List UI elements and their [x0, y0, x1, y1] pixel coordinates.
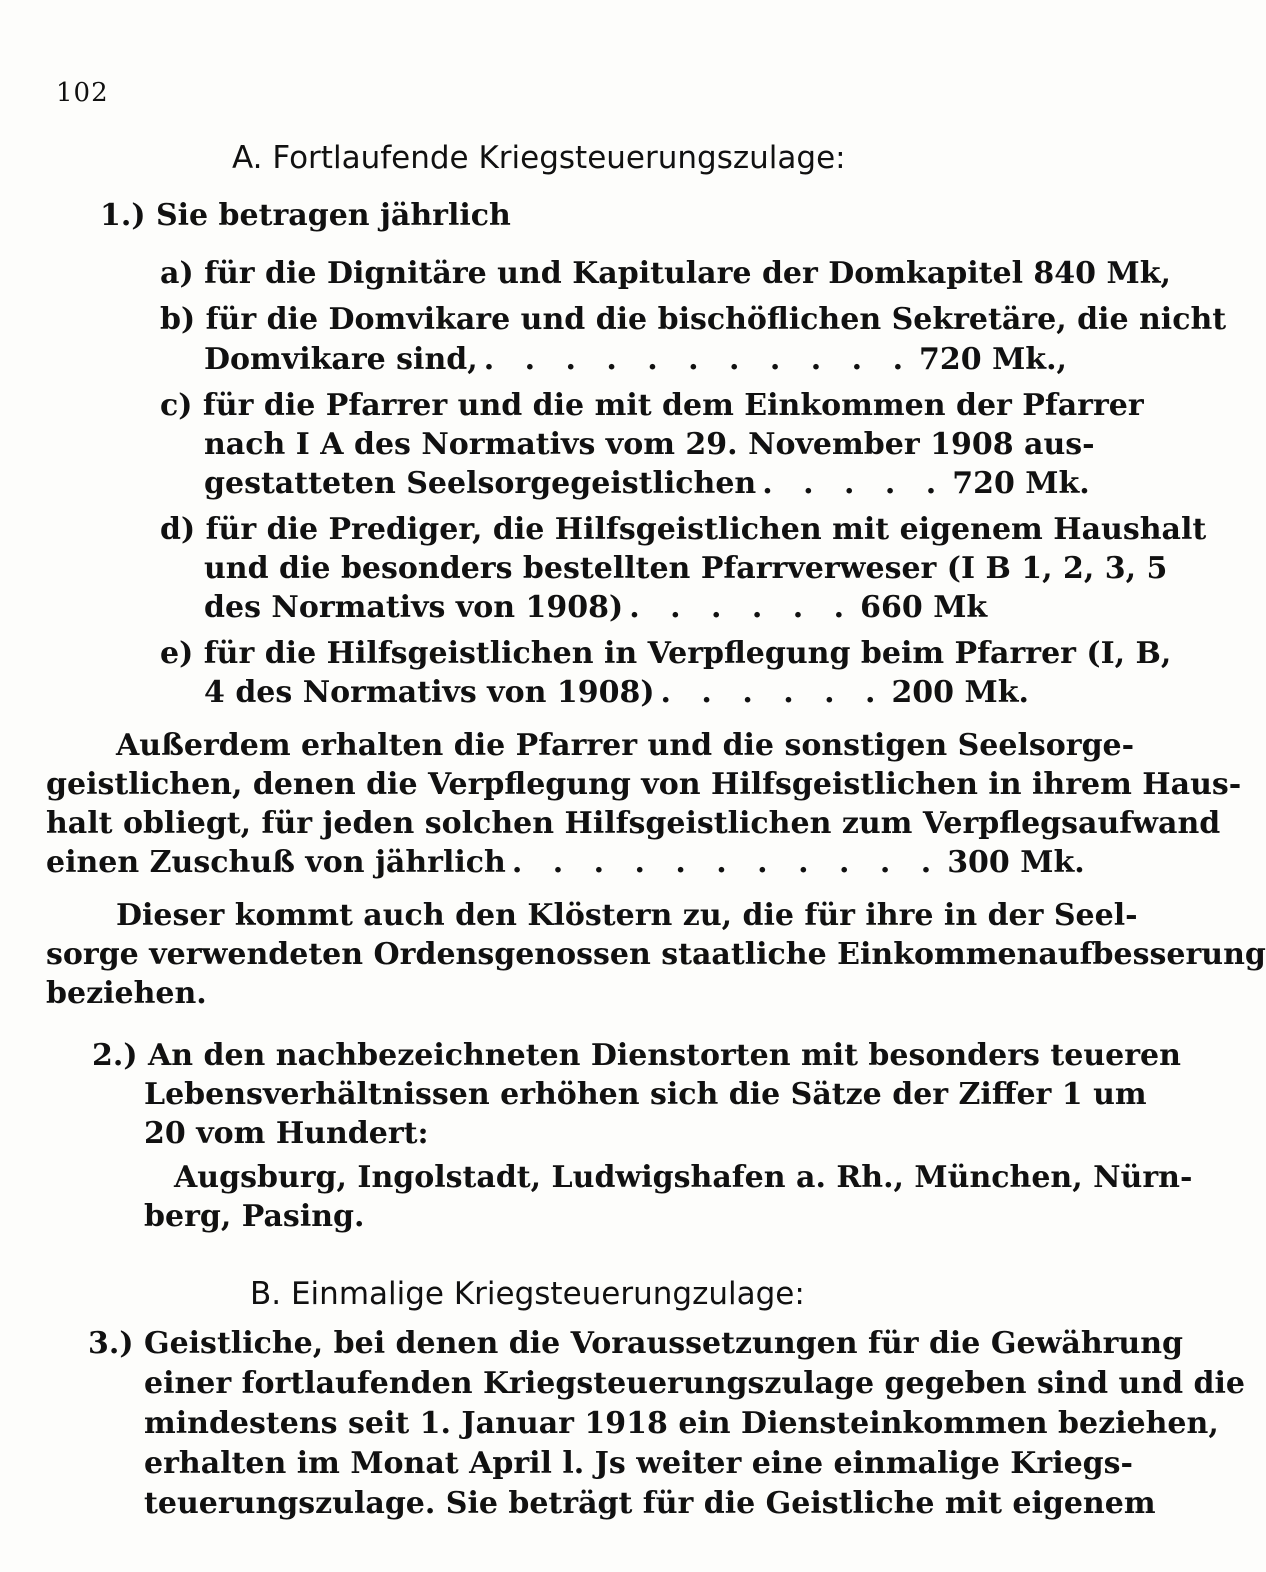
- item-b-dots: . . . . . . . . . . .: [483, 342, 914, 377]
- para1-line2: geistlichen, denen die Verpflegung von Hilfsgeistlichen in ihrem Haus-: [46, 767, 1242, 802]
- para1-label: einen Zuschuß von jährlich: [46, 845, 506, 880]
- item3-line3: mindestens seit 1. Januar 1918 ein Diensteinkommen beziehen,: [144, 1406, 1219, 1441]
- places-line2: berg, Pasing.: [144, 1199, 365, 1234]
- item-e-dots: . . . . . .: [660, 675, 886, 710]
- item-c-line3: [204, 466, 1090, 502]
- para1-amount: 300 Mk.: [947, 845, 1085, 880]
- places-line1: Augsburg, Ingolstadt, Ludwigshafen a. Rh., München, Nürn-: [174, 1160, 1193, 1195]
- para2-line3: beziehen.: [46, 976, 207, 1011]
- item3-line1: 3.) Geistliche, bei denen die Voraussetzungen für die Gewährung: [88, 1326, 1184, 1361]
- para2-line1: Dieser kommt auch den Klöstern zu, die für ihre in der Seel-: [116, 898, 1138, 933]
- item-c-line2: nach I A des Normativs vom 29. November 1908 aus-: [204, 427, 1095, 462]
- para1-dots: . . . . . . . . . . .: [511, 845, 942, 880]
- item-e-line2: [204, 675, 1029, 711]
- item2-line1: 2.) An den nachbezeichneten Dienstorten mit besonders teueren: [92, 1038, 1181, 1073]
- item-d-line3: [204, 590, 988, 626]
- item-b-label: Domvikare sind,: [204, 342, 478, 377]
- para1-line1: Außerdem erhalten die Pfarrer und die sonstigen Seelsorge-: [116, 728, 1135, 763]
- item-b-line1: b) für die Domvikare und die bischöflichen Sekretäre, die nicht: [160, 302, 1227, 337]
- para2-line2: sorge verwendeten Ordensgenossen staatliche Einkommenaufbesserung: [46, 937, 1266, 972]
- item-c-line1: c) für die Pfarrer und die mit dem Einkommen der Pfarrer: [160, 388, 1144, 423]
- item2-line2: Lebensverhältnissen erhöhen sich die Sätze der Ziffer 1 um: [144, 1077, 1147, 1112]
- item-e-label: 4 des Normativs von 1908): [204, 675, 655, 710]
- item-c-amount: 720 Mk.: [952, 466, 1090, 501]
- item-c-label: gestatteten Seelsorgegeistlichen: [204, 466, 757, 501]
- item-b-amount: 720 Mk.,: [919, 342, 1067, 377]
- item-e-amount: 200 Mk.: [891, 675, 1029, 710]
- item-d-line1: d) für die Prediger, die Hilfsgeistlichen mit eigenem Haushalt: [160, 512, 1207, 547]
- item-d-label: des Normativs von 1908): [204, 590, 624, 625]
- item-d-line2: und die besonders bestellten Pfarrverweser (I B 1, 2, 3, 5: [204, 551, 1168, 586]
- item-b-line2: [204, 342, 1067, 378]
- section-a-heading: A. Fortlaufende Kriegsteuerungszulage:: [232, 140, 846, 176]
- para1-line3: halt obliegt, für jeden solchen Hilfsgeistlichen zum Verpflegsaufwand: [46, 806, 1221, 841]
- section-b-heading: B. Einmalige Kriegsteuerungzulage:: [250, 1276, 805, 1312]
- item1-intro: 1.) Sie betragen jährlich: [100, 198, 511, 233]
- item3-line5: teuerungszulage. Sie beträgt für die Geistliche mit eigenem: [144, 1486, 1156, 1521]
- item-a-line1: a) für die Dignitäre und Kapitulare der Domkapitel 840 Mk,: [160, 256, 1171, 291]
- item3-line4: erhalten im Monat April l. Js weiter eine einmalige Kriegs-: [144, 1446, 1133, 1481]
- item3-line2: einer fortlaufenden Kriegsteuerungszulage gegeben sind und die: [144, 1366, 1246, 1401]
- item-d-dots: . . . . . .: [629, 590, 855, 625]
- item2-line3: 20 vom Hundert:: [144, 1116, 429, 1151]
- item-e-line1: e) für die Hilfsgeistlichen in Verpflegung beim Pfarrer (I, B,: [160, 636, 1172, 671]
- item-c-dots: . . . . .: [762, 466, 947, 501]
- page-number: 102: [56, 78, 109, 108]
- item-d-amount: 660 Mk: [860, 590, 988, 625]
- para1-line4: [46, 845, 1085, 881]
